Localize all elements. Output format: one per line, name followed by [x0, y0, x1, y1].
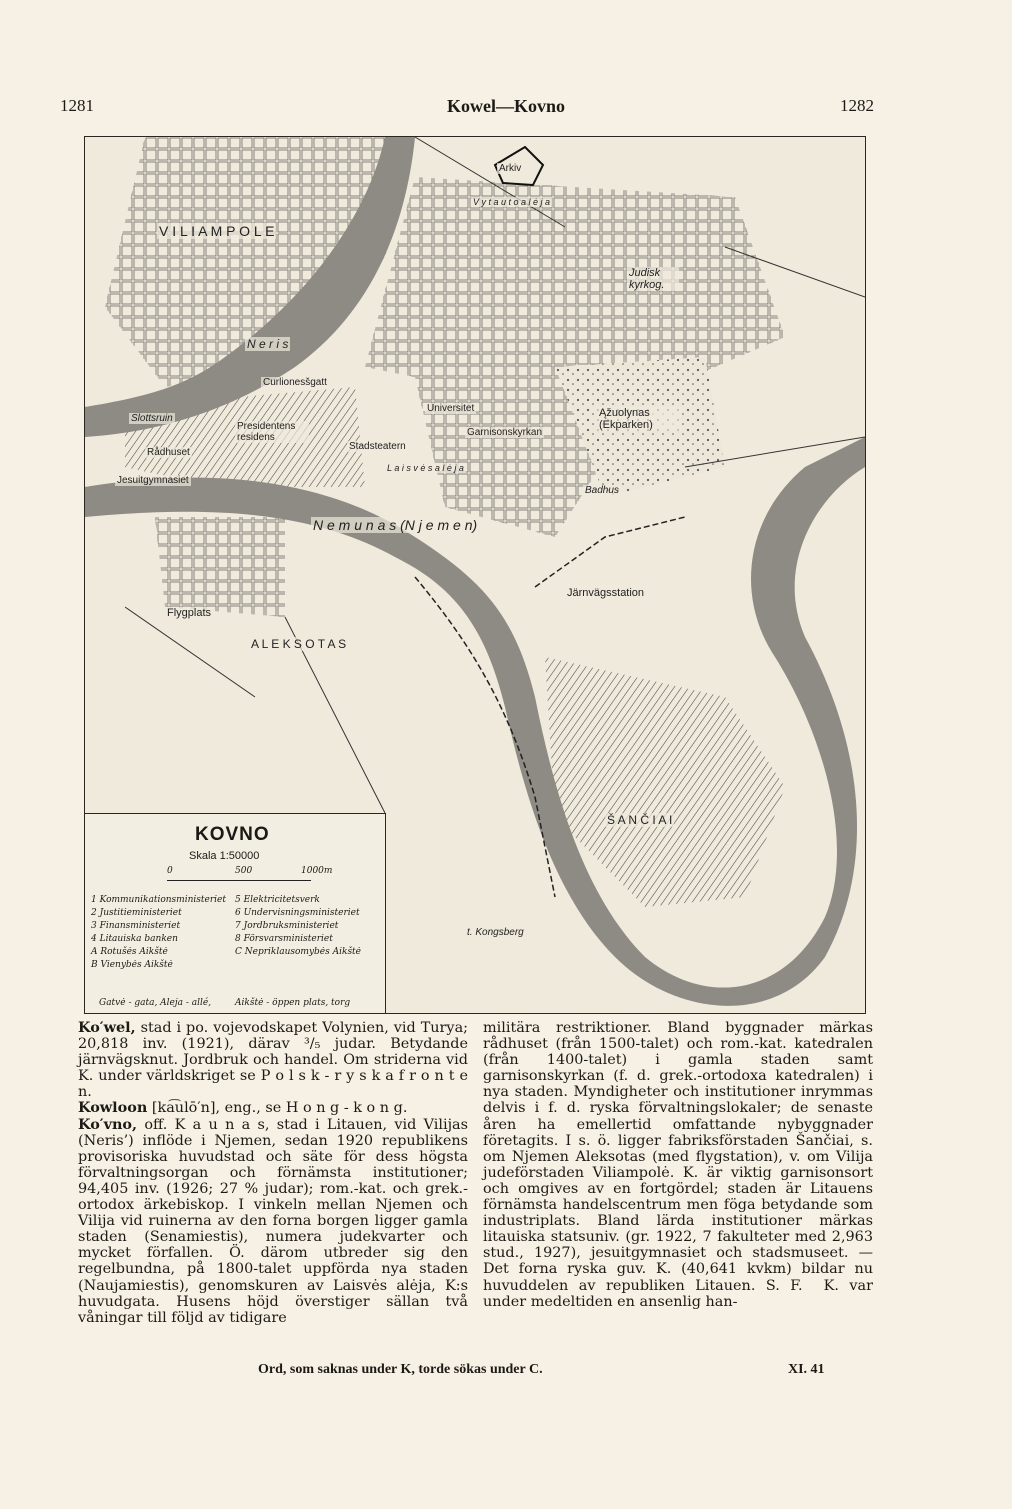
legend-footnote-left: Gatvė - gata, Aleja - allé,	[99, 998, 212, 1008]
legend-item: 1 Kommunikationsministeriet	[91, 895, 226, 905]
label-judisk-kyrkog: Judisk kyrkog.	[627, 267, 679, 291]
running-title: Kowel—Kovno	[446, 96, 565, 116]
label-radhuset: Rådhuset	[147, 447, 190, 458]
label-badhus: Badhus	[585, 485, 619, 496]
label-stadsteatern: Stadsteatern	[349, 441, 406, 452]
label-jarnvagsstation: Järnvägsstation	[567, 587, 645, 599]
label-kuriliones: Curlionesšgatt	[263, 377, 327, 388]
entry-kowel	[78, 1020, 468, 1100]
new-town-district	[365, 177, 785, 537]
entry-kowloon	[78, 1100, 468, 1116]
scale-bar	[167, 880, 311, 884]
legend-item: C Nepriklausomybės Aikštė	[235, 947, 361, 957]
label-laisves-aleja: L a i s v ė s a l ė j a	[387, 463, 464, 473]
map-legend	[85, 813, 386, 1014]
page-number-left: 1281	[60, 96, 94, 115]
entry-headword: Kowloon	[78, 1099, 148, 1117]
label-garnisonskyrkan: Garnisonskyrkan	[467, 427, 543, 438]
legend-item: 7 Jordbruksministeriet	[235, 921, 339, 931]
entry-headword: Ko′vno,	[78, 1115, 138, 1133]
legend-item: 3 Finansministeriet	[91, 921, 181, 931]
entry-body: [ka͡ulō′n], eng., se H o n g - k o n g.	[147, 1100, 408, 1117]
legend-scale: Skala 1:50000	[189, 850, 260, 862]
label-vytauto-aleja: V y t a u t o a l ė j a	[473, 197, 551, 207]
label-neris: N e r i s	[247, 337, 289, 351]
label-arkiv: Arkiv	[499, 163, 522, 174]
label-slottsruin: Slottsruin	[131, 413, 173, 424]
legend-right-list	[235, 894, 361, 959]
page-number-right: 1282	[840, 96, 874, 115]
footer-note: Ord, som saknas under K, torde sökas under C.	[258, 1362, 543, 1377]
legend-item: 2 Justitieministeriet	[91, 908, 182, 918]
legend-item: 6 Undervisningsministeriet	[235, 908, 360, 918]
aleksotas-district	[155, 517, 285, 617]
legend-item: 5 Elektricitetsverk	[235, 895, 320, 905]
footer-signature: XI. 41	[788, 1362, 825, 1377]
entry-kovno-continued: militära restriktioner. Bland byggnader märkas rådhuset (från 1500-talet) och rom.-kat. katedralen (från 1400-talet) i gamla staden samt garnisonskyrkan (f. d. grek.-ortodoxa katedralen) i nya staden. Myndigheter och institutioner inrymmas delvis i f. d. ryska förvaltningslokaler; de senaste åren ha emellertid omfattande nybyggnader företagits. I s. ö. ligger fabriksförstaden Šančiai, s. om Njemen Aleksotas (med flygstation), v. om Vilija judeförstaden Viliampolė. K. är viktig garnisonsort och omgives av en fortgördel; staden är Litauens förnämsta handelscentrum men föga betydande som industriplats. Bland lärda institutioner märkas litauiska statsuniv. (gr. 1922, 7 fakulteter med 2,963 stud., 1927), jesuitgymnasiet och stadsmuseet. — Det forna ryska guv. K. (40,641 kvkm) bildar nu huvuddelen av republiken Litauen. S. F. K. var under medeltiden en ansenlig han-	[483, 1020, 873, 1310]
legend-item: B Vienybės Aikštė	[91, 960, 173, 970]
legend-item: 8 Försvarsministeriet	[235, 934, 333, 944]
label-flygplats: Flygplats	[167, 607, 212, 619]
label-nemunas: N e m u n a s (N j e m e n)	[313, 517, 478, 533]
label-azuolynas: Ąžuolynas (Ekparken)	[597, 407, 681, 431]
label-jesuitgymnasiet: Jesuitgymnasiet	[117, 475, 189, 486]
entry-body: off. K a u n a s, stad i Litauen, vid Vilijas (Neris’) inflöde i Njemen, sedan 1920 republikens provisoriska huvudstad och säte för dess högsta förvaltningsorgan och förnämsta institutioner; 94,405 inv. (1926; 27 % judar); rom.-kat. och grek.-ortodox ärkebiskop. I vinkeln mellan Njemen och Vilija vid ruinerna av den forna borgen ligger gamla staden (Senamiestis), numera judekvarter och mycket förfallen. Ö. därom utbreder sig den regelbundna, på 1800-talet uppförda nya staden (Naujamiestis), genomskuren av Laisvės alėja, K:s huvudgata. Husens höjd överstiger sällan två våningar till följd av tidigare	[78, 1116, 468, 1326]
kovno-city-map	[84, 136, 866, 1014]
label-presidentens-residens: Presidentens residens	[235, 421, 309, 443]
entry-body: stad i po. vojevodskapet Volynien, vid Turya; 20,818 inv. (1921), därav ³/₅ judar. Betydande järnvägsknut. Jordbruk och handel. Om striderna vid K. under världskriget se P o l s k - r y s k a f r o n t e n.	[78, 1020, 468, 1101]
legend-item: 4 Litauiska banken	[91, 934, 178, 944]
label-kongsberg: t. Kongsberg	[467, 927, 524, 938]
entry-headword: Ko′wel,	[78, 1019, 136, 1036]
label-universitet: Universitet	[427, 403, 475, 414]
scale-tick-0: 0	[167, 866, 173, 876]
legend-footnote-right: Aikštė - öppen plats, torg	[235, 998, 351, 1008]
legend-left-list	[91, 894, 226, 972]
entry-kovno	[78, 1117, 468, 1326]
text-column-left	[78, 1020, 468, 1326]
legend-title: KOVNO	[195, 824, 270, 845]
text-column-right	[483, 1020, 873, 1310]
legend-item: A Rotušės Aikštė	[91, 947, 168, 957]
label-sanciai: Š A N Č I A I	[607, 813, 673, 827]
label-viliampole: V I L I A M P O L E	[159, 223, 275, 239]
scale-tick-500: 500	[235, 866, 253, 876]
label-aleksotas: A L E K S O T A S	[251, 637, 347, 651]
scale-tick-1000: 1000m	[301, 866, 333, 876]
